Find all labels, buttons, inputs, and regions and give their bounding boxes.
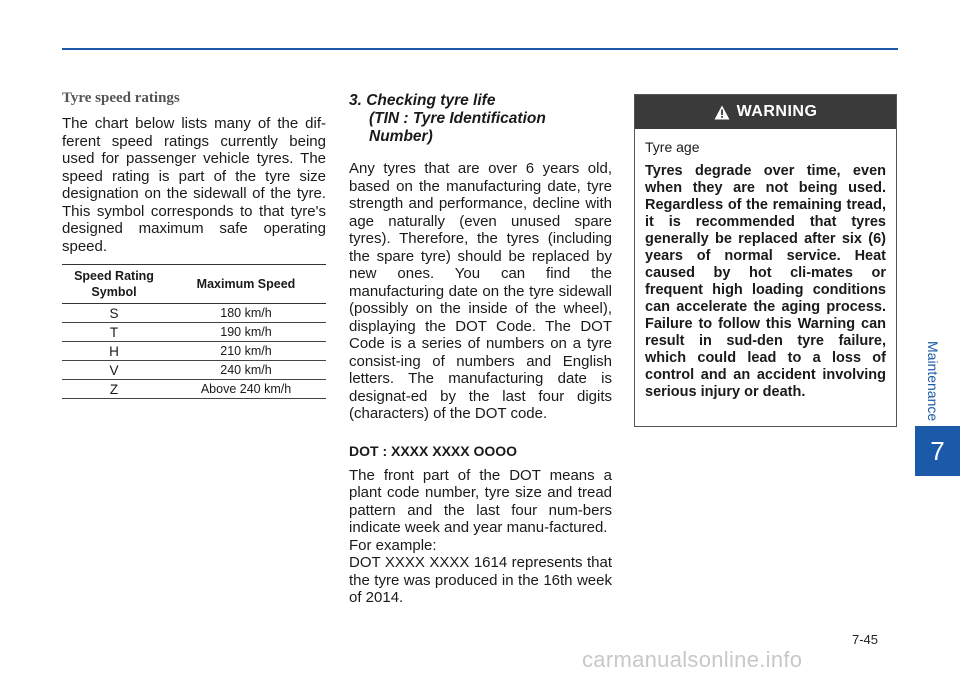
intro-paragraph: The chart below lists many of the dif-ferent speed ratings currently being used for passenger vehicle tyres. The speed rating is part of the tyre size designation on the sidewall of the tyre. This symbol corresponds to that tyre's designed maximum safe operating speed. [62, 115, 326, 255]
speed-rating-table [62, 264, 326, 399]
example-label: For example: [349, 536, 437, 554]
warning-triangle-icon [714, 105, 730, 120]
dot-explanation-paragraph: The front part of the DOT means a plant code number, tyre size and tread pattern and the last four num-bers indicate week and year manu-factured. [349, 466, 612, 536]
warning-title: Tyre age [645, 139, 700, 155]
symbol-cell: H [62, 342, 166, 361]
speed-cell: 240 km/h [166, 361, 326, 380]
header-max-speed: Maximum Speed [166, 265, 326, 304]
speed-ratings-section [62, 90, 326, 255]
table-row [62, 361, 326, 380]
table-row [62, 304, 326, 323]
tyre-life-section [349, 92, 612, 607]
warning-body [635, 129, 896, 401]
table-row [62, 342, 326, 361]
title-line-1: 3. Checking tyre life [349, 92, 496, 109]
title-line-2: (TIN : Tyre Identification [369, 110, 546, 127]
symbol-cell: S [62, 304, 166, 323]
top-rule [62, 48, 898, 50]
warning-label: WARNING [736, 103, 818, 120]
chapter-tab: 7 [915, 426, 960, 476]
warning-header [635, 95, 896, 129]
speed-cell: 210 km/h [166, 342, 326, 361]
symbol-cell: T [62, 323, 166, 342]
table-header-row [62, 265, 326, 304]
header-symbol: Speed Rating Symbol [62, 265, 166, 304]
table-row [62, 323, 326, 342]
speed-cell: 180 km/h [166, 304, 326, 323]
example-paragraph: DOT XXXX XXXX 1614 represents that the tyre was produced in the 16th week of 2014. [349, 554, 612, 606]
warning-box [634, 94, 897, 427]
warning-text: Tyres degrade over time, even when they are not being used. Regardless of the remaining tread, it is recommended that tyres generally be replaced after six (6) years of normal service. Heat caused by hot cli-mates or frequent high loading conditions can accelerate the aging process. Failure to follow this Warning can result in sud-den tyre failure, which could lead to a loss of control and an accident involving serious injury or death. [645, 163, 886, 400]
section-heading: Tyre speed ratings [62, 90, 180, 106]
speed-cell: 190 km/h [166, 323, 326, 342]
symbol-cell: V [62, 361, 166, 380]
speed-cell: Above 240 km/h [166, 380, 326, 399]
table-row [62, 380, 326, 399]
dot-code-format: DOT : XXXX XXXX OOOO [349, 442, 518, 459]
tyre-age-paragraph: Any tyres that are over 6 years old, based on the manufacturing date, tyre strength and performance, decline with age naturally (even unused spare tyres). Therefore, the tyres (including the spare tyre) should be replaced by new ones. You can find the manufacturing date on the tyre sidewall (possibly on the inside of the wheel), displaying the DOT Code. The DOT Code is a series of numbers on a tyre consist-ing of numbers and English letters. The manufacturing date is designat-ed by the last four digits (characters) of the DOT code. [349, 160, 612, 422]
watermark: carmanualsonline.info [582, 647, 803, 672]
section-title [349, 92, 612, 146]
symbol-cell: Z [62, 380, 166, 399]
section-side-label: Maintenance [925, 340, 941, 422]
page-number: 7-45 [852, 632, 879, 647]
title-line-3: Number) [369, 128, 433, 145]
